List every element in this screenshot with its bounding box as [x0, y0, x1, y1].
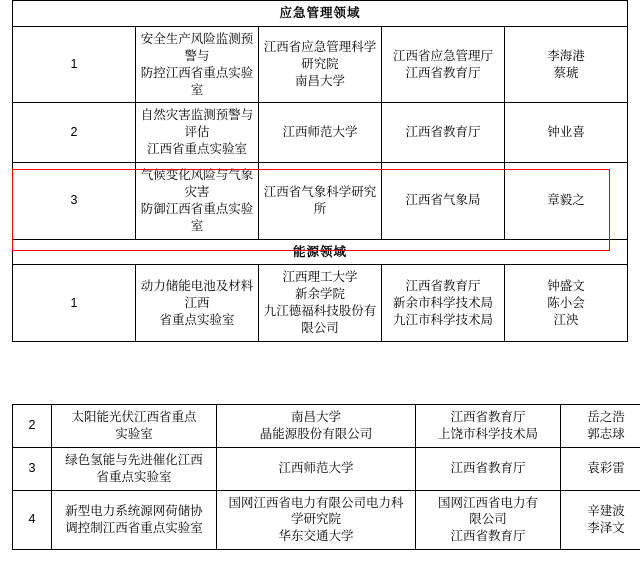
- host-unit-line: 江西师范大学: [282, 125, 358, 140]
- row-index: 2: [13, 103, 136, 163]
- lab-name-line: 太阳能光伏江西省重点: [71, 410, 197, 424]
- lab-director: [505, 103, 628, 163]
- supervising-dept-line: 限公司: [469, 512, 507, 527]
- lab-director: [505, 163, 628, 240]
- supervising-dept-line: 国网江西省电力有: [437, 495, 538, 510]
- supervising-dept-line: 九江市科学技术局: [392, 312, 493, 327]
- supervising-dept-line: 江西省教育厅: [450, 410, 526, 424]
- supervising-dept: [382, 265, 505, 342]
- host-unit-line: 南昌大学: [290, 410, 341, 424]
- supervising-dept: [382, 163, 505, 240]
- lab-director: [561, 447, 640, 490]
- table-row: [13, 163, 628, 240]
- host-unit-line: 江西师范大学: [278, 461, 354, 476]
- lab-name-line: 江西省重点实验室: [146, 142, 247, 157]
- supervising-dept: [416, 405, 561, 448]
- section-title-emergency: 应急管理领域: [13, 1, 628, 27]
- section-header-row: [13, 1, 628, 27]
- host-unit: [259, 103, 382, 163]
- host-unit: [259, 163, 382, 240]
- host-unit-line: 江西理工大学: [282, 270, 358, 285]
- supervising-dept: [416, 490, 561, 550]
- table-row: [13, 405, 640, 448]
- host-unit-line: 晶能源股份有限公司: [259, 426, 373, 441]
- table-body-top: [13, 1, 628, 342]
- host-unit: [217, 447, 416, 490]
- host-unit-line: 学研究院: [290, 512, 341, 527]
- host-unit-line: 江西省气象科学研究所: [263, 184, 377, 216]
- host-unit: [259, 26, 382, 103]
- section-header-row: [13, 239, 628, 265]
- table-row: [13, 265, 628, 342]
- supervising-dept-line: 上饶市科学技术局: [437, 426, 538, 441]
- top-table-block: [12, 0, 628, 342]
- lab-name: [136, 265, 259, 342]
- host-unit: [217, 405, 416, 448]
- lab-director: [505, 26, 628, 103]
- lab-director: [561, 405, 640, 448]
- lab-name-line: 防控江西省重点实验室: [140, 65, 254, 97]
- table-row: [13, 26, 628, 103]
- lab-name: [52, 447, 217, 490]
- lab-director-line: 李海港: [547, 48, 585, 63]
- lab-director: [505, 265, 628, 342]
- lab-name: [136, 103, 259, 163]
- lab-director-line: 钟盛文: [547, 278, 585, 293]
- row-index: 4: [13, 490, 52, 550]
- lab-name: [136, 26, 259, 103]
- lab-name-line: 防御江西省重点实验室: [140, 201, 254, 233]
- lab-name-line: 动力储能电池及材料江西: [140, 278, 254, 310]
- host-unit: [259, 265, 382, 342]
- table-body-bottom: [13, 405, 640, 550]
- host-unit-line: 新余学院: [294, 287, 345, 302]
- lab-name-line: 自然灾害监测预警与评估: [140, 108, 254, 140]
- supervising-dept: [382, 103, 505, 163]
- lab-name-line: 实验室: [115, 426, 153, 441]
- lab-list-table-bottom: [12, 404, 640, 550]
- host-unit-line: 江西省应急管理科学研究院: [263, 40, 377, 72]
- lab-name-line: 绿色氢能与先进催化江西: [65, 452, 203, 467]
- table-row: [13, 490, 640, 550]
- lab-name-line: 调控制江西省重点实验室: [65, 520, 203, 535]
- supervising-dept: [416, 447, 561, 490]
- supervising-dept-line: 江西省教育厅: [450, 461, 526, 476]
- lab-name-line: 气候变化风险与气象灾害: [140, 168, 254, 199]
- lab-director-line: 江泱: [553, 312, 579, 327]
- row-index: 2: [13, 405, 52, 448]
- lab-name: [52, 490, 217, 550]
- supervising-dept-line: 江西省教育厅: [405, 125, 481, 140]
- lab-director-line: 郭志球: [587, 426, 625, 441]
- host-unit: [217, 490, 416, 550]
- lab-director-line: 辛建波: [587, 503, 625, 518]
- lab-director-line: 章毅之: [547, 193, 585, 208]
- section-title-energy: 能源领域: [13, 239, 628, 265]
- supervising-dept: [382, 26, 505, 103]
- lab-director-line: 陈小会: [547, 295, 585, 310]
- lab-name-line: 安全生产风险监测预警与: [140, 31, 254, 63]
- supervising-dept-line: 江西省教育厅: [405, 65, 481, 80]
- supervising-dept-line: 江西省应急管理厅: [392, 48, 493, 63]
- host-unit-line: 九江德福科技股份有限公司: [263, 304, 377, 335]
- lab-name: [136, 163, 259, 240]
- lab-director-line: 袁彩雷: [587, 461, 625, 476]
- host-unit-line: 南昌大学: [294, 74, 345, 89]
- row-index: 3: [13, 163, 136, 240]
- table-row: [13, 447, 640, 490]
- lab-director: [561, 490, 640, 550]
- lab-director-line: 钟业喜: [547, 125, 585, 140]
- lab-director-line: 岳之浩: [587, 410, 625, 424]
- host-unit-line: 国网江西省电力有限公司电力科: [228, 495, 404, 510]
- supervising-dept-line: 江西省教育厅: [405, 278, 481, 293]
- lab-name: [52, 405, 217, 448]
- lab-list-table-top: [12, 0, 628, 342]
- row-index: 1: [13, 265, 136, 342]
- lab-name-line: 省重点实验室: [96, 469, 172, 484]
- lab-director-line: 李泽文: [587, 520, 625, 535]
- supervising-dept-line: 江西省教育厅: [450, 529, 526, 544]
- lab-director-line: 蔡琥: [553, 65, 579, 80]
- lab-name-line: 省重点实验室: [159, 312, 235, 327]
- table-row: [13, 103, 628, 163]
- lab-name-line: 新型电力系统源网荷储协: [65, 503, 203, 518]
- row-index: 1: [13, 26, 136, 103]
- supervising-dept-line: 江西省气象局: [405, 193, 481, 208]
- supervising-dept-line: 新余市科学技术局: [392, 295, 493, 310]
- bottom-table-block: [12, 404, 628, 550]
- row-index: 3: [13, 447, 52, 490]
- host-unit-line: 华东交通大学: [278, 529, 354, 544]
